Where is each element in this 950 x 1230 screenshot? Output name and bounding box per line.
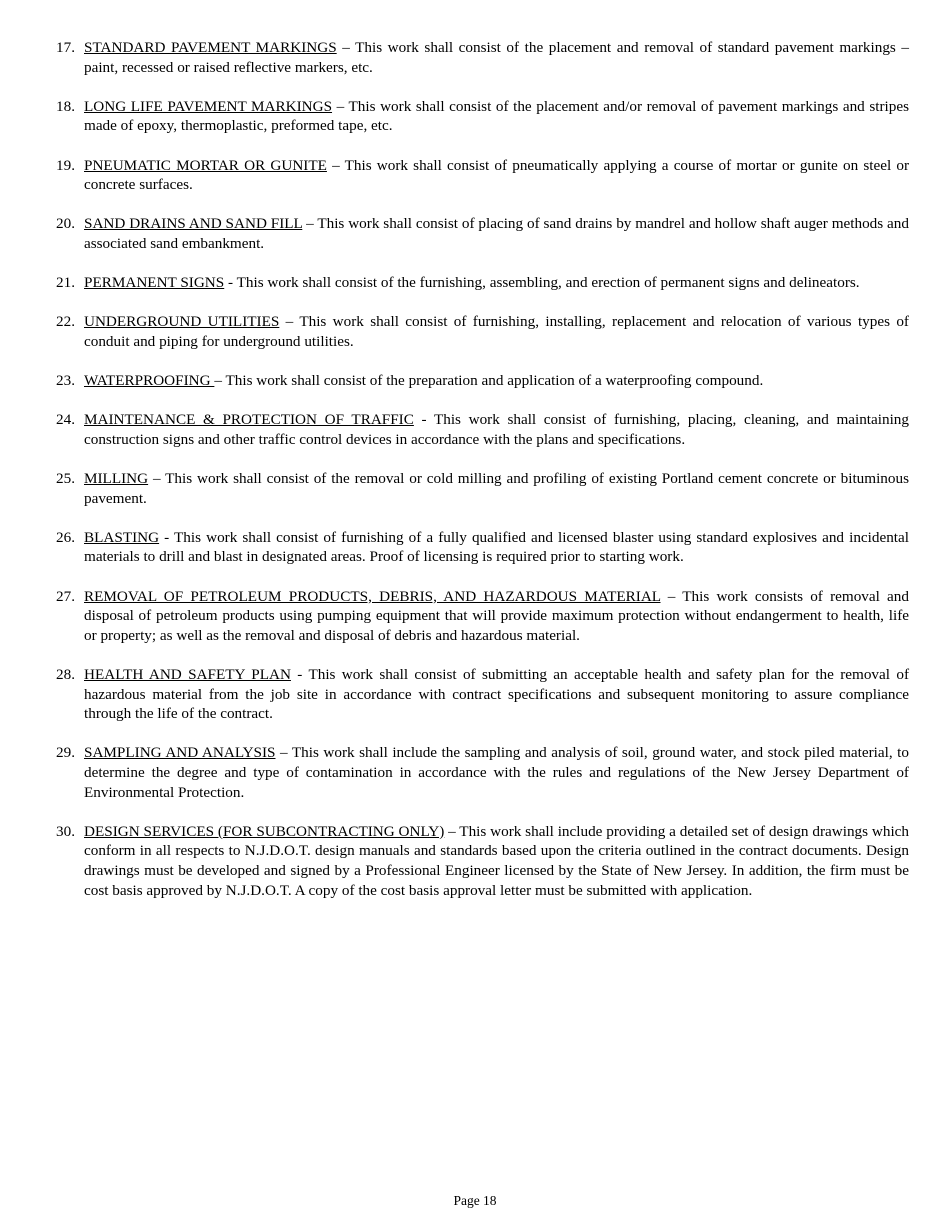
item-description: – This work shall consist of the placement and/or removal of pavement markings and stripes made of epoxy, thermoplastic, preformed tape, etc. [84,97,909,135]
item-description: – This work shall include providing a detailed set of design drawings which conform in all respects to N.J.D.O.T. design manuals and standards based upon the criteria outlined in the contract documents. Design drawings must be developed and signed by a Professional Engineer licensed by the State of New Jersey. In addition, the firm must be cost basis approved by N.J.D.O.T. A copy of the cost basis approval letter must be submitted with application. [84,822,909,899]
item-number: 19. [56,156,75,174]
item-number: 23. [56,372,75,390]
list-item [56,371,909,391]
list-item [56,528,909,567]
item-number: 28. [56,666,75,683]
list-item [56,273,909,293]
item-number: 29. [56,744,75,762]
item-description: – This work shall consist of the preparation and application of a waterproofing compound. [214,372,764,390]
item-title: MAINTENANCE & PROTECTION OF TRAFFIC [84,411,414,429]
item-title: LONG LIFE PAVEMENT MARKINGS [84,97,333,115]
item-number: 24. [56,411,75,429]
item-title: UNDERGROUND UTILITIES [84,313,280,331]
item-description: – This work shall consist of furnishing, installing, replacement and relocation of various types of conduit and piping for underground utilities. [84,313,909,350]
item-title: STANDARD PAVEMENT MARKINGS [84,39,337,56]
list-item [56,214,909,253]
item-title: SAND DRAINS AND SAND FILL [84,215,303,233]
item-number: 30. [56,822,75,840]
item-title: REMOVAL OF PETROLEUM PRODUCTS, DEBRIS, AND HAZARDOUS MATERIAL [84,587,661,605]
item-number: 22. [56,313,75,331]
item-number: 21. [56,274,75,292]
item-title: DESIGN SERVICES (FOR SUBCONTRACTING ONLY) [84,822,445,840]
item-number: 26. [56,528,75,546]
item-description: - This work shall consist of furnishing of a fully qualified and licensed blaster using standard explosives and incidental materials to drill and blast in designated areas. Proof of licensing is required prior to starting work. [84,528,909,566]
item-title: SAMPLING AND ANALYSIS [84,744,276,762]
list-item [56,587,909,646]
item-number: 25. [56,470,75,488]
item-number: 20. [56,215,75,233]
list-item [56,469,909,508]
page-number: Page 18 [453,1193,497,1208]
item-description: - This work shall consist of furnishing, placing, cleaning, and maintaining construction signs and other traffic control devices in accordance with the plans and specifications. [84,411,909,448]
item-number: 18. [56,97,75,115]
item-number: 27. [56,587,75,605]
work-category-list [56,38,909,920]
item-description: – This work shall consist of pneumatically applying a course of mortar or gunite on steel or concrete surfaces. [84,156,910,194]
list-item [56,743,909,802]
item-description: - This work shall consist of submitting an acceptable health and safety plan for the removal of hazardous material from the job site in accordance with contract specifications and subsequent monitoring to assure compliance through the life of the contract. [84,666,909,723]
item-title: HEALTH AND SAFETY PLAN [84,666,291,683]
item-description: – This work consists of removal and disposal of petroleum products using pumping equipment that will provide maximum protection without endangerment to health, life or property; as well as the removal and disposal of debris and hazardous material. [84,587,909,644]
list-item [56,822,909,900]
list-item [56,97,909,136]
item-title: MILLING [84,470,149,488]
list-item [56,312,909,351]
item-title: BLASTING [84,528,160,546]
item-title: PNEUMATIC MORTAR OR GUNITE [84,156,327,174]
list-item [56,410,909,449]
list-item [56,156,909,195]
item-description: – This work shall consist of the removal or cold milling and profiling of existing Portland cement concrete or bituminous pavement. [84,470,909,507]
list-item [56,665,909,724]
item-description: – This work shall consist of the placement and removal of standard pavement markings – paint, recessed or raised reflective markers, etc. [84,39,909,76]
item-title: WATERPROOFING [84,372,215,390]
item-description: – This work shall include the sampling and analysis of soil, ground water, and stock piled material, to determine the degree and type of contamination in accordance with the rules and regulations of the New Jersey Department of Environmental Protection. [84,744,909,801]
item-number: 17. [56,39,75,56]
list-item [56,38,909,77]
item-description: - This work shall consist of the furnishing, assembling, and erection of permanent signs and delineators. [224,274,860,292]
item-description: – This work shall consist of placing of sand drains by mandrel and hollow shaft auger methods and associated sand embankment. [84,215,909,252]
item-title: PERMANENT SIGNS [84,274,225,292]
